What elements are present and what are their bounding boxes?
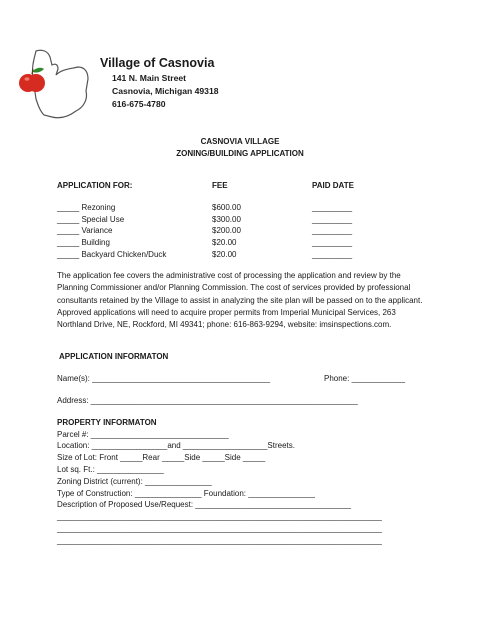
construction-foundation-field[interactable]: Type of Construction: _______________ Foundation: _______________ xyxy=(57,489,315,498)
village-title: Village of Casnovia xyxy=(100,56,215,70)
apple-shine xyxy=(25,77,30,81)
address-street: 141 N. Main Street xyxy=(112,73,187,83)
lot-size-field[interactable]: Size of Lot: Front _____Rear _____Side _____Side _____ xyxy=(57,453,266,462)
fee-row-amount: $20.00 xyxy=(212,238,237,247)
fee-row-paid: _________ xyxy=(312,226,353,235)
description-blank-line[interactable]: _________________________________________________________________________ xyxy=(57,512,382,521)
col-paid-date: PAID DATE xyxy=(312,181,354,190)
fee-row-paid: _________ xyxy=(312,250,353,259)
fee-row-paid: _________ xyxy=(312,215,353,224)
description-blank-line[interactable]: _________________________________________________________________________ xyxy=(57,536,382,545)
fee-row-label: _____ Building xyxy=(57,238,110,247)
location-field[interactable]: Location: _________________and ___________________Streets. xyxy=(57,441,295,450)
application-info-heading: APPLICATION INFORMATON xyxy=(59,352,169,361)
fee-explanation-paragraph: The application fee covers the administrative cost of processing the application and review by the Planning Commissioner and/or Planning Commission. The cost of services provided by professional consultants retained by the Village to assist in analyzing the site plan will be passed on to the applicant. Approved applications will need to acquire proper permits from Imperial Municipal Services, 263 Northland Drive, NE, Rockford, MI 49341; phone: 616-863-9294, website: imsinspections.com. xyxy=(57,271,423,330)
apple-right xyxy=(27,74,45,92)
parcel-field[interactable]: Parcel #: _______________________________ xyxy=(57,430,229,439)
fee-row-amount: $600.00 xyxy=(212,203,241,212)
form-title-line1: CASNOVIA VILLAGE xyxy=(200,137,280,146)
fee-row-amount: $200.00 xyxy=(212,226,241,235)
property-info-heading: PROPERTY INFORMATON xyxy=(57,418,157,427)
col-fee: FEE xyxy=(212,181,228,190)
fee-row-paid: _________ xyxy=(312,238,353,247)
fee-row-amount: $300.00 xyxy=(212,215,241,224)
address-city: Casnovia, Michigan 49318 xyxy=(112,86,219,96)
fee-row-paid: _________ xyxy=(312,203,353,212)
description-blank-line[interactable]: _________________________________________________________________________ xyxy=(57,524,382,533)
description-field[interactable]: Description of Proposed Use/Request: ___________________________________ xyxy=(57,500,352,509)
col-application-for: APPLICATION FOR: xyxy=(57,181,133,190)
fee-row-label: _____ Special Use xyxy=(57,215,125,224)
phone-field[interactable]: Phone: ____________ xyxy=(324,374,405,383)
village-logo xyxy=(14,45,96,125)
fee-row-label: _____ Rezoning xyxy=(57,203,116,212)
address-field[interactable]: Address: ____________________________________________________________ xyxy=(57,396,358,405)
form-title-line2: ZONING/BUILDING APPLICATION xyxy=(176,149,304,158)
lot-sqft-field[interactable]: Lot sq. Ft.: _______________ xyxy=(57,465,164,474)
fee-row-label: _____ Backyard Chicken/Duck xyxy=(57,250,167,259)
address-phone: 616-675-4780 xyxy=(112,99,166,109)
fee-row-label: _____ Variance xyxy=(57,226,113,235)
fee-row-amount: $20.00 xyxy=(212,250,237,259)
name-field[interactable]: Name(s): ________________________________________ xyxy=(57,374,271,383)
zoning-district-field[interactable]: Zoning District (current): _______________ xyxy=(57,477,212,486)
